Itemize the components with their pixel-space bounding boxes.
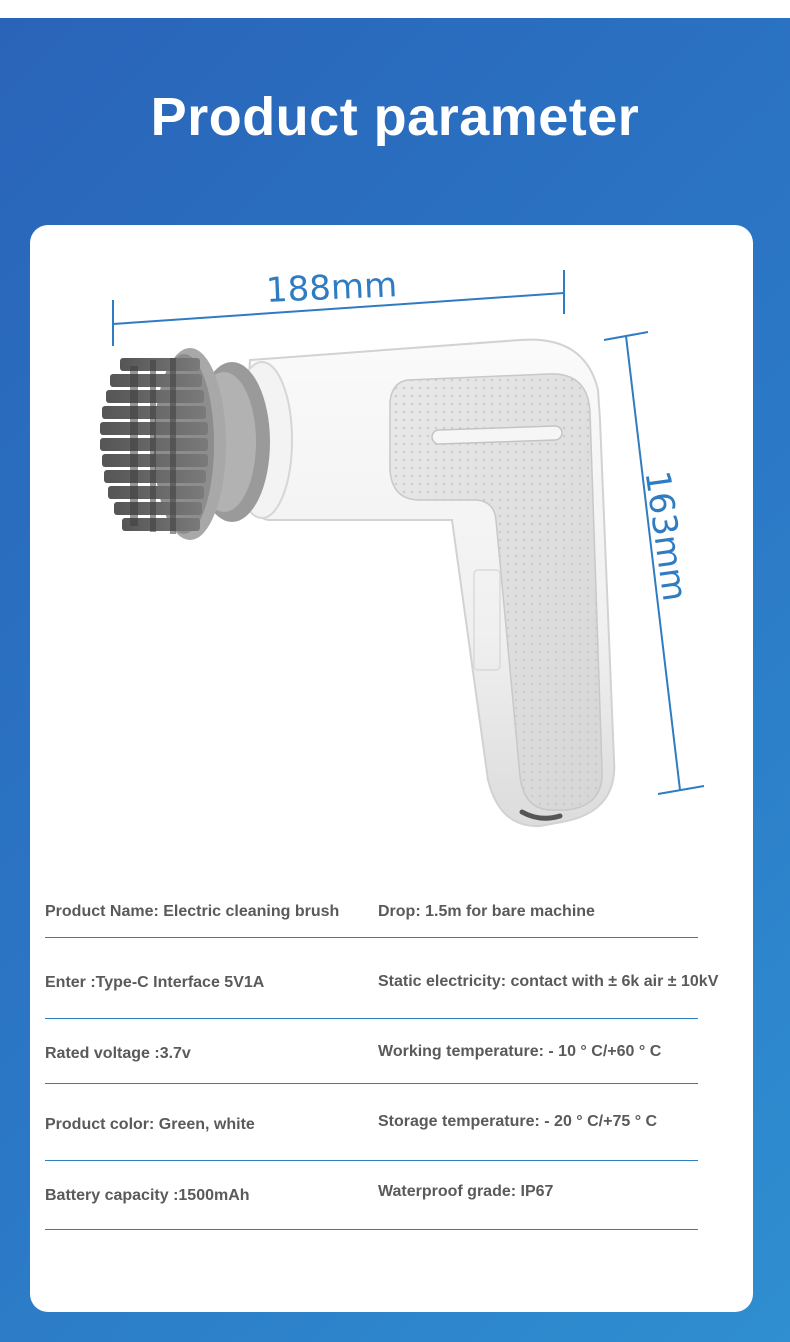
spec-static-electricity: Static electricity: contact with ± 6k air ± 10kV — [378, 973, 719, 990]
spec-rated-voltage: Rated voltage :3.7v — [45, 1045, 191, 1062]
spec-enter: Enter :Type-C Interface 5V1A — [45, 974, 265, 991]
width-label: 188mm — [265, 265, 398, 311]
height-label: 163mm — [636, 468, 695, 604]
row-divider — [45, 1083, 698, 1084]
page-title: Product parameter — [150, 87, 640, 147]
row-divider — [45, 937, 698, 938]
row-divider — [45, 1160, 698, 1161]
spec-waterproof-grade: Waterproof grade: IP67 — [378, 1183, 554, 1200]
row-divider — [45, 1018, 698, 1019]
spec-product-color: Product color: Green, white — [45, 1116, 255, 1133]
spec-battery-capacity: Battery capacity :1500mAh — [45, 1187, 250, 1204]
spec-working-temperature: Working temperature: - 10 ° C/+60 ° C — [378, 1043, 662, 1060]
row-divider — [45, 1229, 698, 1230]
spec-product-name: Product Name: Electric cleaning brush — [45, 903, 340, 920]
spec-drop: Drop: 1.5m for bare machine — [378, 903, 595, 920]
spec-storage-temperature: Storage temperature: - 20 ° C/+75 ° C — [378, 1113, 658, 1130]
